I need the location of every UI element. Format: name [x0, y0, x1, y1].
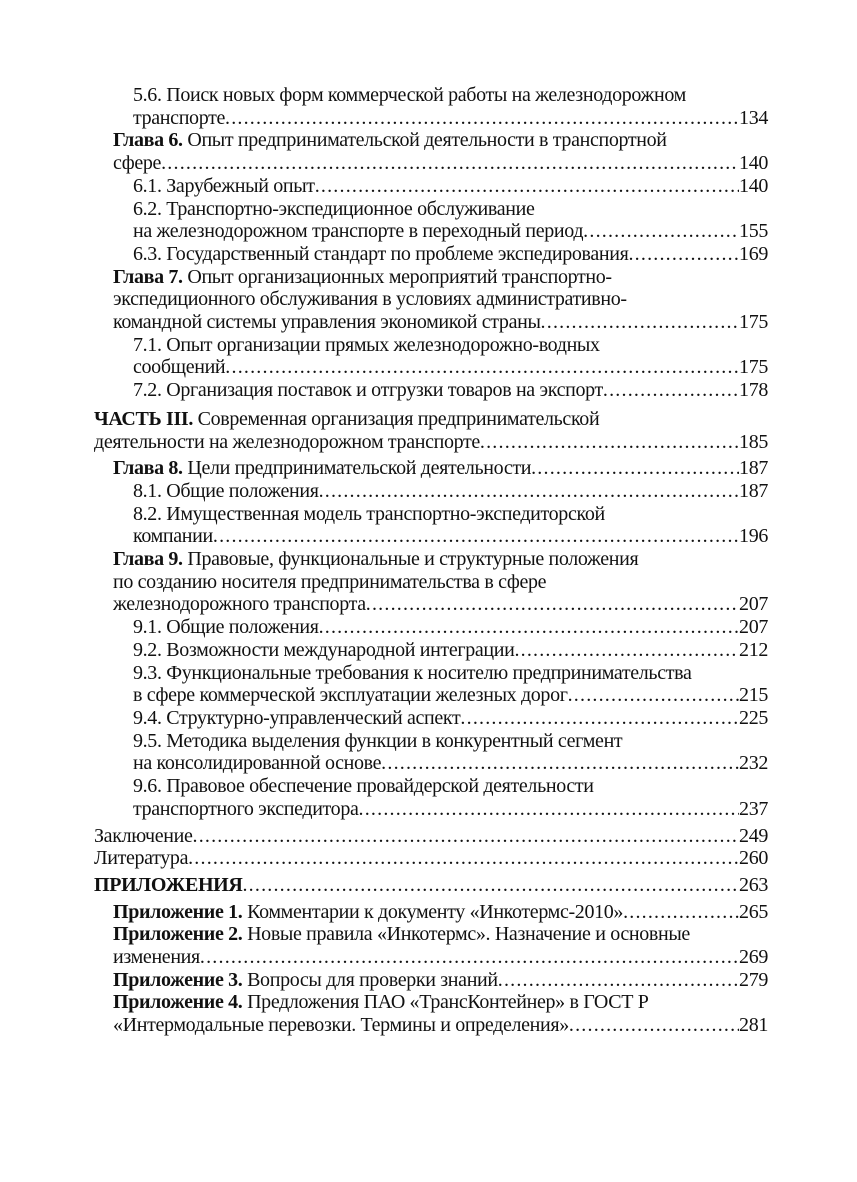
- toc-entry-title: Цели предпринимательской деятельности: [182, 457, 532, 480]
- page-number: 155: [739, 220, 768, 243]
- dot-leader: [480, 431, 739, 454]
- dot-leader: [628, 243, 739, 266]
- toc-entry-text: [113, 901, 623, 924]
- page-number: 175: [739, 311, 768, 334]
- dot-leader: [225, 356, 739, 379]
- toc-entry-text: [133, 379, 603, 402]
- page-number: 263: [739, 873, 768, 896]
- toc-entry-sec[interactable]: [133, 639, 768, 662]
- dot-leader: [188, 847, 739, 870]
- toc-entry-line: [113, 311, 768, 334]
- toc-entry-chapter[interactable]: [113, 457, 768, 480]
- toc-entry-text: [113, 288, 627, 310]
- toc-entry-line: [133, 175, 768, 198]
- toc-entry-line: [133, 525, 768, 548]
- toc-entry-text: [113, 457, 531, 480]
- page-number: 187: [739, 479, 768, 502]
- toc-entry-line: [113, 901, 768, 924]
- page-number: 265: [739, 900, 768, 923]
- toc-entry-line: [133, 616, 768, 639]
- toc-entry-line: [133, 198, 768, 221]
- toc-entry-text: [133, 334, 600, 356]
- toc-entry-sec[interactable]: [133, 175, 768, 198]
- dot-leader: [623, 901, 739, 924]
- toc-entry-text: [113, 923, 690, 945]
- toc-entry-title: Предложения ПАО «ТрансКонтейнер» в ГОСТ Р: [242, 991, 649, 1014]
- toc-entry-title: 8.1. Общие положения: [133, 479, 319, 502]
- toc-entry-text: [113, 571, 546, 593]
- toc-entry-line: [113, 923, 768, 946]
- toc-entry-title: Вопросы для проверки знаний: [242, 968, 498, 991]
- page-number: 185: [739, 430, 768, 453]
- toc-entry-label: ЧАСТЬ III.: [94, 407, 193, 430]
- toc-entry-chapter[interactable]: [113, 548, 768, 616]
- dot-leader: [193, 825, 740, 848]
- toc-entry-sec[interactable]: [133, 243, 768, 266]
- page-number: 269: [739, 946, 768, 969]
- toc-entry-line: [133, 707, 768, 730]
- page-number: 260: [739, 847, 768, 870]
- toc-entry-text: [133, 175, 315, 198]
- page-number: 134: [739, 106, 768, 129]
- toc-entry-line: [133, 662, 768, 685]
- toc-entry-text: [113, 129, 667, 151]
- toc-entry-text: [133, 220, 583, 243]
- toc-entry-sec[interactable]: [133, 662, 768, 707]
- dot-leader: [319, 616, 739, 639]
- page-number: 196: [739, 525, 768, 548]
- toc-entry-label: Приложение 2.: [113, 923, 243, 946]
- page-number: 207: [739, 593, 768, 616]
- toc-entry-title: 9.5. Методика выделения функции в конкурентный сегмент: [133, 729, 623, 752]
- toc-entry-line: [133, 107, 768, 130]
- toc-entry-title: на железнодорожном транспорте в переходный период: [133, 220, 584, 243]
- toc-entry-line: [94, 408, 768, 431]
- toc-entry-sec[interactable]: [133, 379, 768, 402]
- toc-entry-title: 9.4. Структурно-управленческий аспект: [133, 706, 461, 729]
- toc-entry-title: Опыт организационных мероприятий транспортно-: [182, 265, 612, 288]
- toc-entry-text: [113, 946, 200, 969]
- toc-entry-title: Правовые, функциональные и структурные положения: [182, 548, 639, 571]
- toc-entry-text: [94, 874, 242, 897]
- toc-entry-line: [133, 798, 768, 821]
- toc-entry-title: изменения: [113, 946, 200, 969]
- toc-entry-label: Глава 9.: [113, 548, 183, 571]
- toc-entry-text: [94, 408, 599, 430]
- toc-entry-title: Опыт предпринимательской деятельности в транспортной: [182, 129, 667, 152]
- toc-entry-line: [113, 1014, 768, 1037]
- dot-leader: [242, 874, 739, 897]
- toc-entry-text: [113, 548, 638, 570]
- dot-leader: [514, 639, 739, 662]
- dot-leader: [569, 1014, 739, 1037]
- toc-entry-sec[interactable]: [133, 198, 768, 243]
- page-number: 232: [739, 752, 768, 775]
- toc-entry-title: Комментарии к документу «Инкотермс-2010»: [242, 900, 624, 923]
- toc-entry-text: [133, 243, 628, 266]
- toc-entry-line: [133, 220, 768, 243]
- page-number: 249: [739, 824, 768, 847]
- page-number: 140: [739, 174, 768, 197]
- toc-entry-title: транспортного экспедитора: [133, 797, 359, 820]
- page-number: 175: [739, 356, 768, 379]
- toc-entry-line: [113, 946, 768, 969]
- toc-entry-sec[interactable]: [133, 616, 768, 639]
- toc-entry-text: [133, 798, 359, 821]
- toc-entry-title: 6.2. Транспортно-экспедиционное обслуживание: [133, 197, 535, 220]
- page-number: 237: [739, 797, 768, 820]
- toc-entry-title: экспедиционного обслуживания в условиях административно-: [113, 288, 627, 311]
- toc-entry-line: [133, 730, 768, 753]
- toc-entry-appendix[interactable]: [113, 901, 768, 924]
- dot-leader: [603, 379, 739, 402]
- toc-entry-text: [94, 847, 188, 870]
- dot-leader: [498, 969, 739, 992]
- toc-entry-label: Приложение 4.: [113, 991, 243, 1014]
- dot-leader: [568, 684, 739, 707]
- toc-entry-text: [94, 431, 480, 454]
- page-number: 212: [739, 638, 768, 661]
- toc-entry-title: 7.1. Опыт организации прямых железнодорожно-водных: [133, 333, 600, 356]
- toc-entry-text: [133, 525, 213, 548]
- toc-entry-title: сфере: [113, 152, 162, 175]
- toc-entry-line: [113, 991, 768, 1014]
- toc-entry-text: [133, 752, 381, 775]
- dot-leader: [359, 798, 740, 821]
- toc-entry-sec[interactable]: [133, 730, 768, 775]
- toc-entry-title: 6.3. Государственный стандарт по проблеме экспедирования: [133, 242, 629, 265]
- toc-entry-text: [113, 593, 366, 616]
- toc-entry-title: деятельности на железнодорожном транспорте: [94, 430, 480, 453]
- toc-entry-line: [94, 431, 768, 454]
- toc-entry-line: [133, 639, 768, 662]
- toc-entry-line: [133, 84, 768, 107]
- toc-entry-title: командной системы управления экономикой страны: [113, 311, 541, 334]
- toc-entry-text: [133, 198, 535, 220]
- dot-leader: [319, 480, 739, 503]
- toc-entry-line: [94, 874, 768, 897]
- toc-entry-line: [113, 593, 768, 616]
- toc-entry-text: [113, 969, 498, 992]
- toc-entry-text: [133, 84, 686, 106]
- toc-entry-text: [113, 266, 612, 288]
- toc-entry-title: на консолидированной основе: [133, 752, 382, 775]
- toc-entry-text: [133, 616, 319, 639]
- toc-entry-chapter[interactable]: [113, 129, 768, 174]
- toc-entry-line: [113, 969, 768, 992]
- toc-entry-line: [113, 571, 768, 594]
- dot-leader: [315, 175, 739, 198]
- page-number: 225: [739, 706, 768, 729]
- toc-entry-title: 8.2. Имущественная модель транспортно-экспедиторской: [133, 502, 605, 525]
- toc-entry-title: Заключение: [94, 824, 193, 847]
- toc-entry-label: Глава 6.: [113, 129, 183, 152]
- page-number: 140: [739, 152, 768, 175]
- toc-entry-chapter[interactable]: [113, 266, 768, 334]
- toc-entry-title: 9.1. Общие положения: [133, 616, 319, 639]
- toc-entry-line: [94, 847, 768, 870]
- toc-entry-title: Новые правила «Инкотермс». Назначение и основные: [242, 923, 690, 946]
- toc-entry-text: [133, 503, 605, 525]
- toc-entry-sec[interactable]: [133, 707, 768, 730]
- toc-entry-text: [133, 684, 568, 707]
- toc-entry-line: [133, 684, 768, 707]
- dot-leader: [381, 752, 739, 775]
- toc-entry-line: [113, 288, 768, 311]
- toc-entry-title: 9.6. Правовое обеспечение провайдерской деятельности: [133, 775, 594, 798]
- toc-entry-line: [133, 334, 768, 357]
- toc-entry-line: [133, 752, 768, 775]
- page-number: 215: [739, 684, 768, 707]
- toc-entry-part[interactable]: [94, 408, 768, 453]
- dot-leader: [161, 152, 739, 175]
- toc-entry-line: [133, 379, 768, 402]
- toc-entry-back[interactable]: [94, 825, 768, 848]
- toc-entry-line: [113, 457, 768, 480]
- toc-entry-title: сообщений: [133, 356, 226, 379]
- toc-entry-back[interactable]: [94, 847, 768, 870]
- toc-entry-title: 9.2. Возможности международной интеграции: [133, 638, 515, 661]
- page-number: 187: [739, 457, 768, 480]
- toc-entry-sec[interactable]: [133, 775, 768, 820]
- toc-entry-text: [113, 152, 161, 175]
- toc-entry-title: по созданию носителя предпринимательства в сфере: [113, 570, 547, 593]
- toc-entry-text: [133, 480, 319, 503]
- toc-entry-text: [133, 775, 594, 797]
- toc-entry-label: Приложение 1.: [113, 900, 243, 923]
- dot-leader: [583, 220, 739, 243]
- toc-entry-title: 6.1. Зарубежный опыт: [133, 174, 315, 197]
- toc-entry-title: 7.2. Организация поставок и отгрузки товаров на экспорт: [133, 379, 603, 402]
- dot-leader: [200, 946, 739, 969]
- dot-leader: [213, 525, 739, 548]
- toc-entry-line: [113, 152, 768, 175]
- toc-entry-text: [133, 662, 691, 684]
- toc-entry-line: [94, 825, 768, 848]
- toc-entry-line: [113, 548, 768, 571]
- toc-entry-part[interactable]: [94, 874, 768, 897]
- toc-entry-text: [133, 356, 225, 379]
- toc-entry-label: ПРИЛОЖЕНИЯ: [94, 873, 243, 896]
- toc-entry-text: [113, 1014, 569, 1037]
- toc-entry-title: «Интермодальные перевозки. Термины и определения»: [113, 1014, 569, 1037]
- toc-entry-text: [113, 311, 541, 334]
- toc-entry-text: [113, 991, 649, 1013]
- toc-entry-line: [113, 266, 768, 289]
- page-number: 178: [739, 379, 768, 402]
- toc-entry-label: Приложение 3.: [113, 968, 243, 991]
- toc-entry-appendix[interactable]: [113, 991, 768, 1036]
- toc-entry-title: 9.3. Функциональные требования к носителю предпринимательства: [133, 661, 692, 684]
- toc-entry-text: [133, 730, 622, 752]
- page-number: 281: [739, 1014, 768, 1037]
- dot-leader: [366, 593, 739, 616]
- toc-entry-text: [133, 639, 514, 662]
- toc-entry-appendix[interactable]: [113, 969, 768, 992]
- toc-entry-text: [133, 707, 460, 730]
- toc-entry-title: в сфере коммерческой эксплуатации железных дорог: [133, 684, 568, 707]
- page-number: 207: [739, 616, 768, 639]
- dot-leader: [460, 707, 739, 730]
- toc-entry-sec[interactable]: [133, 334, 768, 379]
- toc-entry-sec[interactable]: [133, 84, 768, 129]
- toc-entry-line: [133, 775, 768, 798]
- toc-entry-label: Глава 8.: [113, 457, 183, 480]
- toc-entry-appendix[interactable]: [113, 923, 768, 968]
- page-number: 169: [739, 242, 768, 265]
- page-number: 279: [739, 968, 768, 991]
- dot-leader: [225, 107, 739, 130]
- toc-entry-label: Глава 7.: [113, 265, 183, 288]
- toc-entry-line: [113, 129, 768, 152]
- toc-entry-line: [133, 503, 768, 526]
- toc-entry-line: [133, 356, 768, 379]
- toc-entry-title: транспорте: [133, 106, 225, 129]
- toc-entry-title: Литература: [94, 847, 189, 870]
- toc-entry-title: 5.6. Поиск новых форм коммерческой работы на железнодорожном: [133, 84, 686, 106]
- toc-entry-line: [133, 243, 768, 266]
- toc-entry-line: [133, 480, 768, 503]
- toc-entry-title: компании: [133, 525, 213, 548]
- toc-entry-title: железнодорожного транспорта: [113, 593, 366, 616]
- dot-leader: [531, 457, 739, 480]
- toc-entry-sec[interactable]: [133, 480, 768, 503]
- toc-entry-sec[interactable]: [133, 503, 768, 548]
- toc-entry-title: Современная организация предпринимательской: [192, 407, 600, 430]
- table-of-contents: [94, 84, 768, 1037]
- toc-entry-text: [133, 107, 225, 130]
- dot-leader: [541, 311, 740, 334]
- toc-entry-text: [94, 825, 193, 848]
